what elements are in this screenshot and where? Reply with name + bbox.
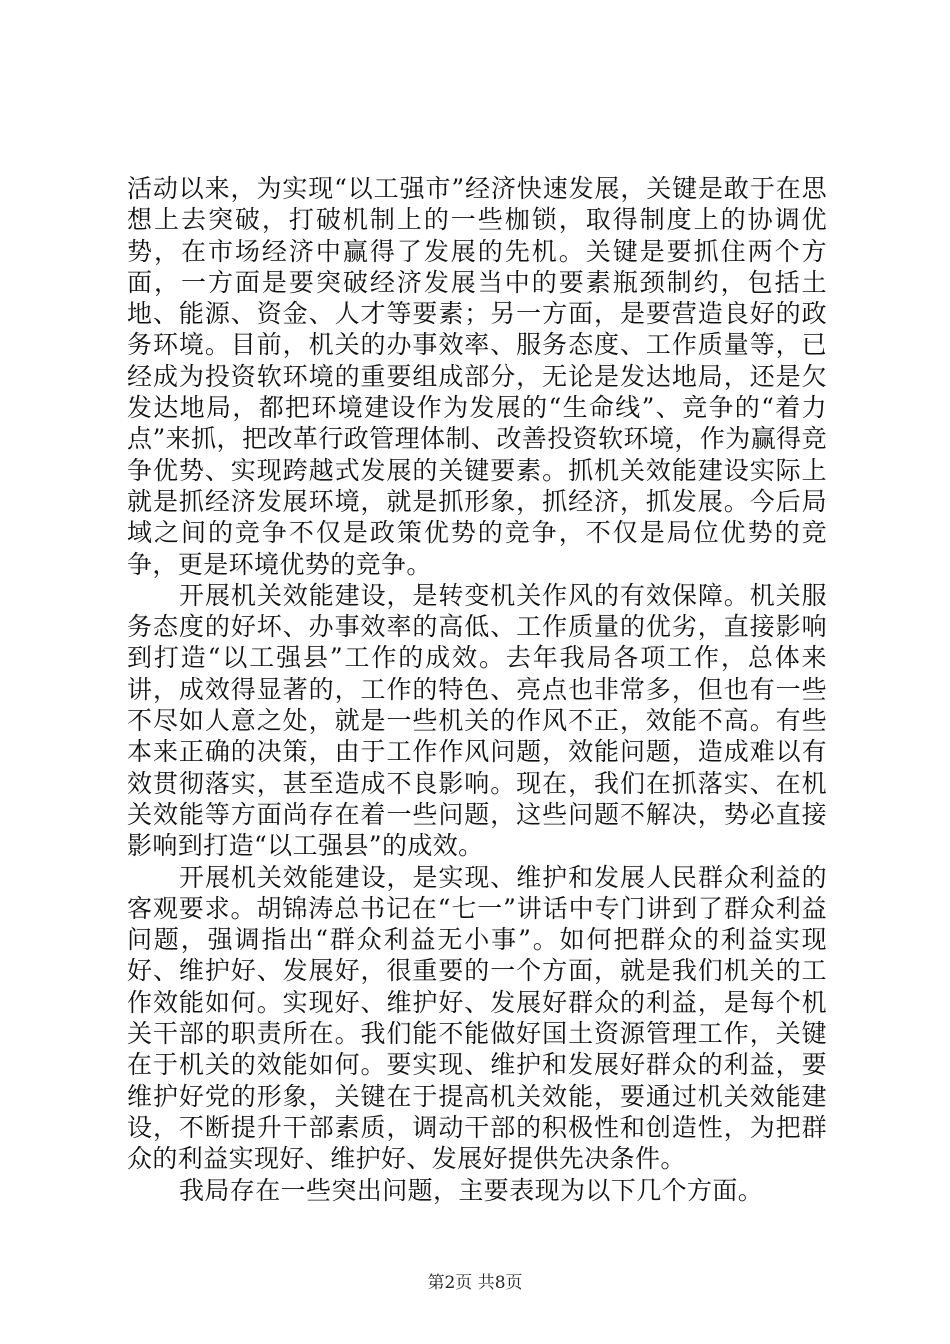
paragraph-2: 开展机关效能建设，是转变机关作风的有效保障。机关服务态度的好坏、办事效率的高低、工作质量的优劣，直接影响到打造“以工强县”工作的成效。去年我局各项工作，总体来讲，成效得显著的，工作的特色、亮点也非常多，但也有一些不尽如人意之处，就是一些机关的作风不正，效能不高。有些本来正确的决策，由于工作作风问题，效能问题，造成难以有效贯彻落实，甚至造成不良影响。现在，我们在抓落实、在机关效能等方面尚存在着一些问题，这些问题不解决，势必直接影响到打造“以工强县”的成效。 bbox=[127, 580, 827, 861]
paragraph-1: 活动以来，为实现“以工强市”经济快速发展，关键是敢于在思想上去突破，打破机制上的一些枷锁，取得制度上的协调优势，在市场经济中赢得了发展的先机。关键是要抓住两个方面，一方面是要突破经济发展当中的要素瓶颈制约，包括土地、能源、资金、人才等要素；另一方面，是要营造良好的政务环境。目前，机关的办事效率、服务态度、工作质量等，已经成为投资软环境的重要组成部分，无论是发达地局，还是欠发达地局，都把环境建设作为发展的“生命线”、竞争的“着力点”来抓，把改革行政管理体制、改善投资软环境，作为赢得竞争优势、实现跨越式发展的关键要素。抓机关效能建设实际上就是抓经济发展环境，就是抓形象，抓经济，抓发展。今后局域之间的竞争不仅是政策优势的竞争，不仅是局位优势的竞争，更是环境优势的竞争。 bbox=[127, 174, 827, 579]
paragraph-4: 我局存在一些突出问题，主要表现为以下几个方面。 bbox=[179, 1175, 764, 1205]
page-number-footer: 第2页 共8页 bbox=[427, 1273, 523, 1293]
paragraph-3: 开展机关效能建设，是实现、维护和发展人民群众利益的客观要求。胡锦涛总书记在“七一”讲话中专门讲到了群众利益问题，强调指出“群众利益无小事”。如何把群众的利益实现好、维护好、发展好，很重要的一个方面，就是我们机关的工作效能如何。实现好、维护好、发展好群众的利益，是每个机关干部的职责所在。我们能不能做好国土资源管理工作，关键在于机关的效能如何。要实现、维护和发展好群众的利益，要维护好党的形象，关键在于提高机关效能，要通过机关效能建设，不断提升干部素质，调动干部的积极性和创造性，为把群众的利益实现好、维护好、发展好提供先决条件。 bbox=[127, 862, 827, 1174]
document-body bbox=[127, 173, 827, 1206]
